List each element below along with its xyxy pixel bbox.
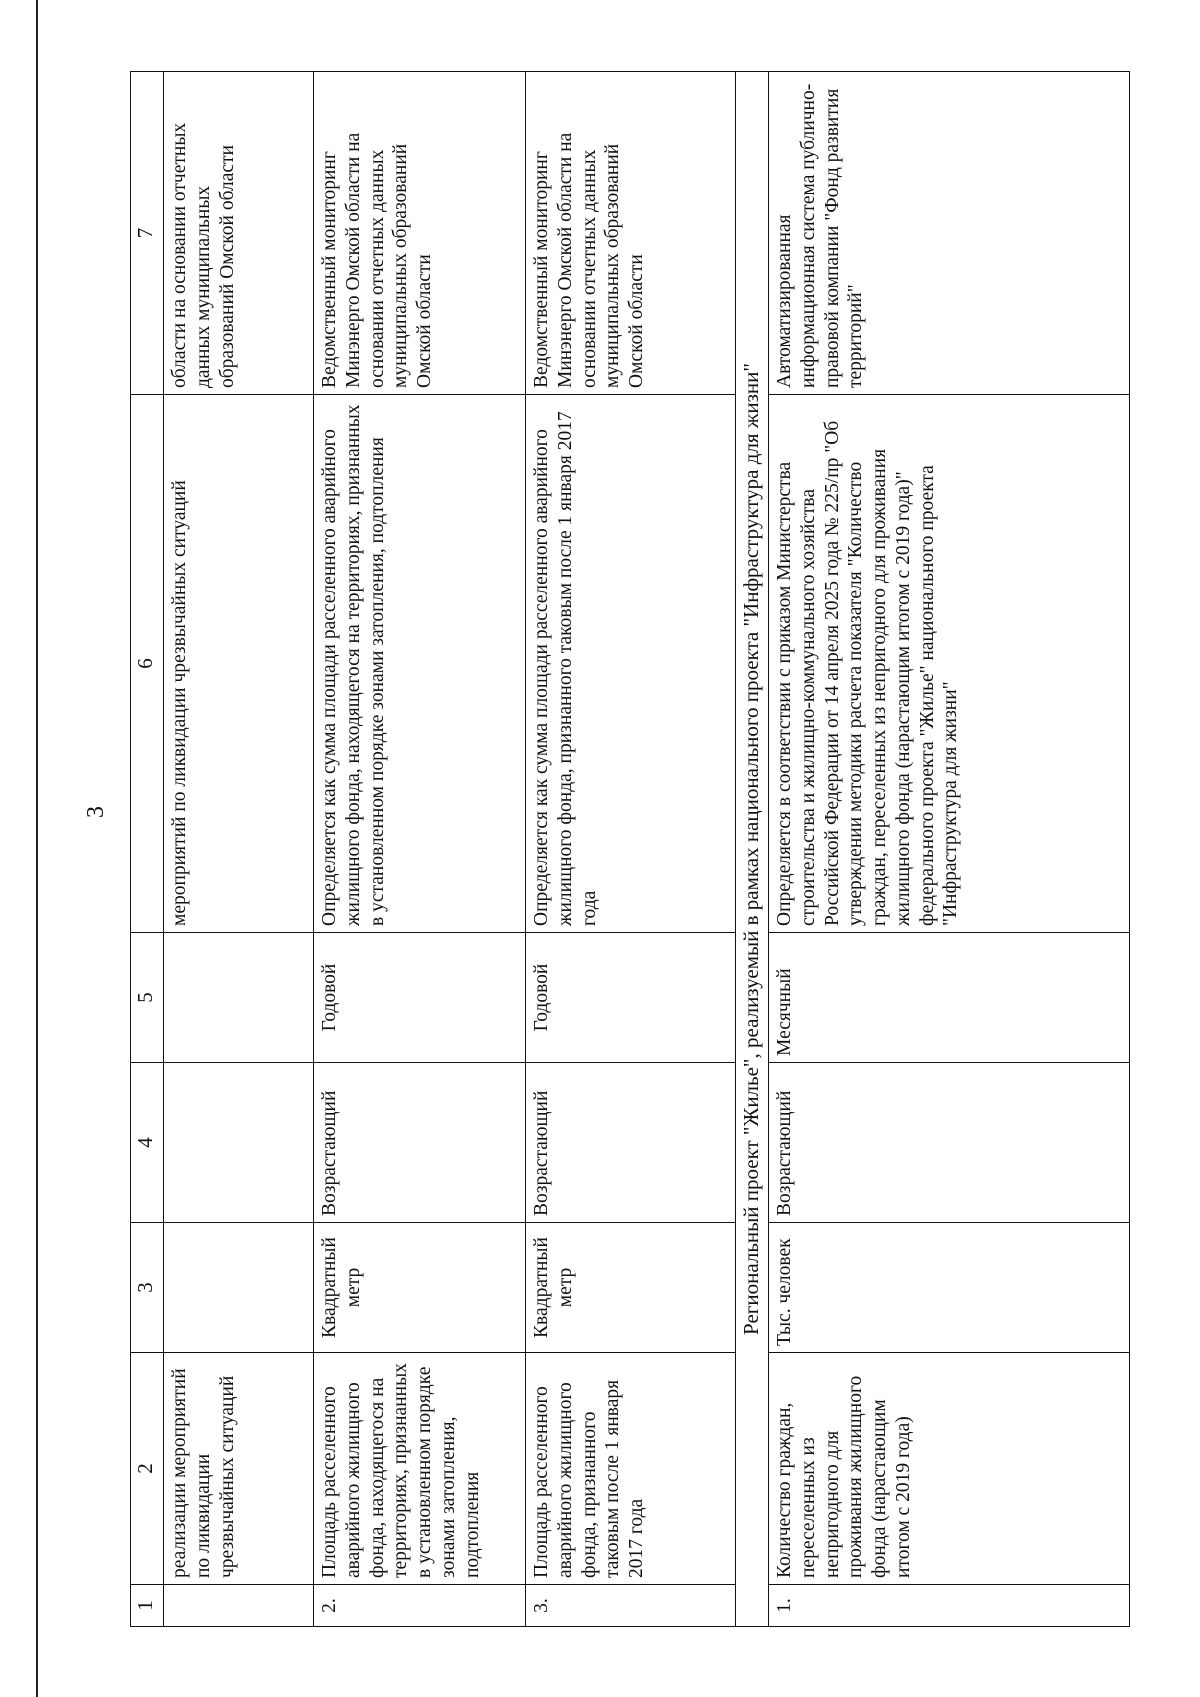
scan-edge-line [36, 0, 38, 1697]
method-cell: Определяется как сумма площади расселенного аварийного жилищного фонда, находящегося на территориях, признанных в установленном порядке зонами затопления, подтопления [314, 395, 526, 933]
header-cell: 3 [131, 1223, 164, 1353]
row-number-cell: 3. [526, 1585, 736, 1627]
source-cell: Ведомственный мониторинг Минэнерго Омской области на основании отчетных данных муниципальных образований Омской области [314, 72, 526, 395]
header-cell: 4 [131, 1063, 164, 1223]
table-row [526, 72, 736, 1627]
source-cell: области на основании отчетных данных муниципальных образований Омской области [164, 72, 314, 395]
section-title: Региональный проект "Жилье", реализуемый в рамках национального проекта "Инфраструктура для жизни" [736, 72, 769, 1627]
indicator-name-cell: Площадь расселенного аварийного жилищного фонда, признанного таковым после 1 января 2017 года [526, 1353, 736, 1585]
table-header-row [131, 72, 164, 1627]
header-cell: 6 [131, 395, 164, 933]
periodicity-cell [164, 933, 314, 1063]
header-cell: 2 [131, 1353, 164, 1585]
source-cell: Автоматизированная информационная система публично-правовой компании "Фонд развития территорий" [769, 72, 1130, 395]
periodicity-cell: Годовой [526, 933, 736, 1063]
row-number-cell: 1. [769, 1585, 1130, 1627]
unit-cell: Квадратный метр [526, 1223, 736, 1353]
dynamics-cell: Возрастающий [526, 1063, 736, 1223]
row-number-cell [164, 1585, 314, 1627]
indicator-name-cell: реализации мероприятий по ликвидации чрезвычайных ситуаций [164, 1353, 314, 1585]
method-cell: Определяется в соответствии с приказом Министерства строительства и жилищно-коммунального хозяйства Российской Федерации от 14 апреля 2025 года № 225/пр "Об утверждении методики расчета показателя "Количество граждан, переселенных из непригодного для проживания жилищного фонда (нарастающим итогом с 2019 года)" федерального проекта "Жилье" национального проекта "Инфраструктура для жизни" [769, 395, 1130, 933]
row-number-cell: 2. [314, 1585, 526, 1627]
unit-cell [164, 1223, 314, 1353]
indicator-name-cell: Площадь расселенного аварийного жилищного фонда, находящегося на территориях, признанных в установленном порядке зонами затопления, подтопления [314, 1353, 526, 1585]
indicator-name-cell: Количество граждан, переселенных из непригодного для проживания жилищного фонда (нарастающим итогом с 2019 года) [769, 1353, 1130, 1585]
page-number: 3 [83, 806, 109, 818]
header-cell: 1 [131, 1585, 164, 1627]
dynamics-cell: Возрастающий [769, 1063, 1130, 1223]
section-row [736, 72, 769, 1627]
header-cell: 5 [131, 933, 164, 1063]
periodicity-cell: Месячный [769, 933, 1130, 1063]
dynamics-cell: Возрастающий [314, 1063, 526, 1223]
method-cell: мероприятий по ликвидации чрезвычайных ситуаций [164, 395, 314, 933]
source-cell: Ведомственный мониторинг Минэнерго Омской области на основании отчетных данных муниципальных образований Омской области [526, 72, 736, 395]
table-row [164, 72, 314, 1627]
table-row [314, 72, 526, 1627]
rotated-page-content [130, 72, 1130, 1627]
periodicity-cell: Годовой [314, 933, 526, 1063]
table-row [769, 72, 1130, 1627]
indicators-table [130, 71, 1130, 1627]
method-cell: Определяется как сумма площади расселенного аварийного жилищного фонда, признанного таковым после 1 января 2017 года [526, 395, 736, 933]
dynamics-cell [164, 1063, 314, 1223]
unit-cell: Тыс. человек [769, 1223, 1130, 1353]
header-cell: 7 [131, 72, 164, 395]
unit-cell: Квадратный метр [314, 1223, 526, 1353]
